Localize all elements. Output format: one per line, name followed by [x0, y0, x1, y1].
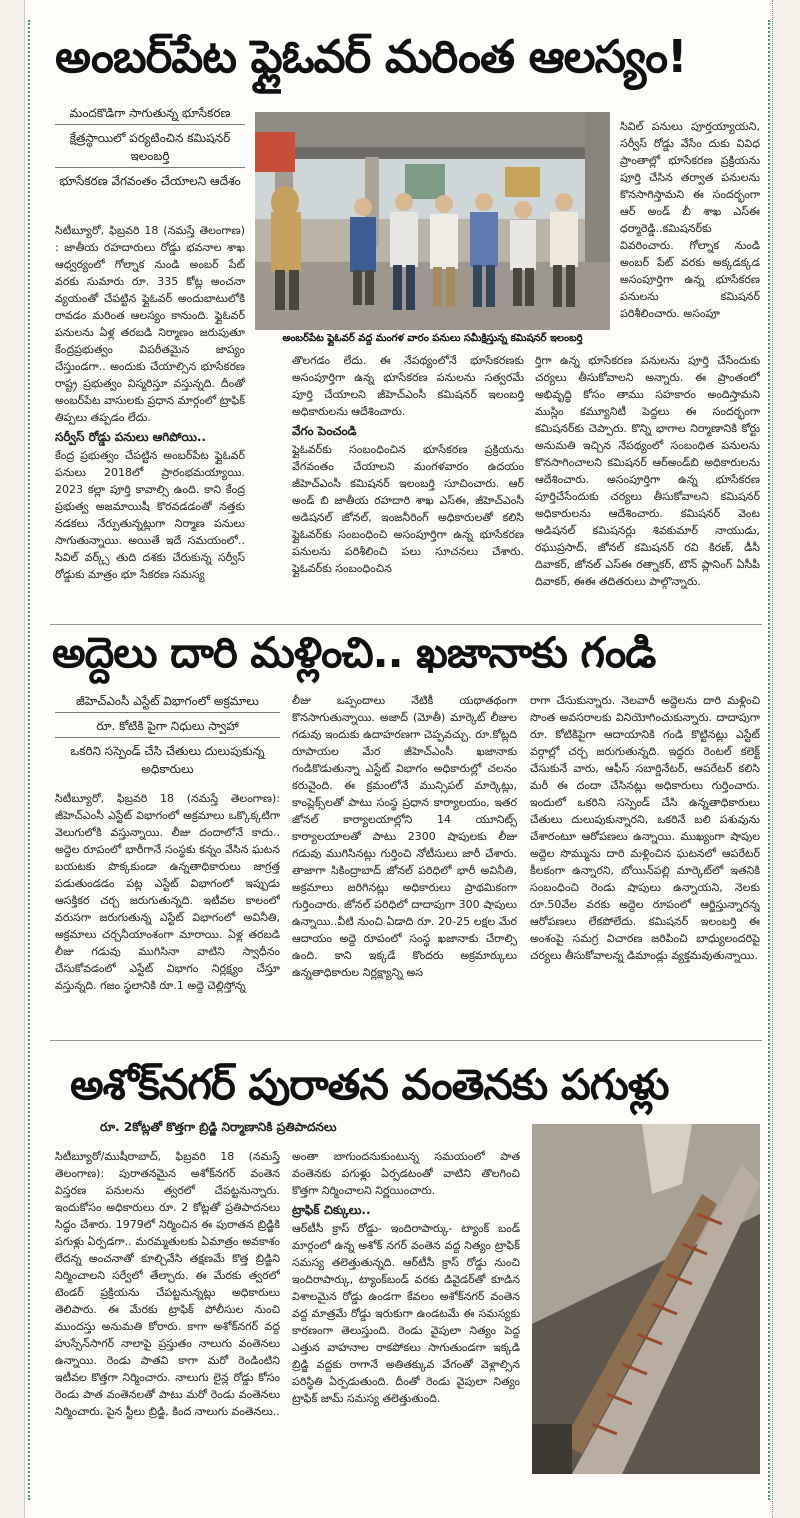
article1-column-1 — [55, 222, 245, 617]
paragraph: సివిల్ పనులు పూర్తయ్యాయని, సర్వీస్ రోడ్డు వేసేం దుకు వివిధ ప్రాంతాల్లో భూసేకరణ ప్రక్రియను పూర్తి చేసిన తర్వాత పనులను కొనసాగిస్తామని ఈ సందర్భంగా ఆర్ అండ్ బీ శాఖ ఎస్ఈ ధర్మారెడ్డి..కమిషనర్‌కు వివరించారు. గోల్నాక నుండి అంబర్ పేట్ వరకు అక్కడక్కడ అసంపూర్తిగా ఉన్న భూసేకరణ పనులను కమిషనర్ పరిశీలించారు. అసంపూ — [620, 120, 760, 320]
paragraph: ఆర్‌టీసీ క్రాస్ రోడ్డు- ఇందిరాపార్కు- ట్యాంక్ బండ్ మార్గంలో ఉన్న అశోక్ నగర్ వంతెన వద్ద నిత్యం ట్రాఫిక్ సమస్య తలెత్తుతున్నది. ఆర్‌టీసీ క్రాస్ రోడ్డు నుంచి ఇందిరాపార్కు, ట్యాంక్‌బండ్ వరకు డివైడర్‌తో కూడిన విశాలమైన రోడ్డు ఉండగా కేవలం అశోక్‌నగర్ వంతెన వద్ద మాత్రమే రోడ్డు ఇరుకుగా ఉండటమే ఈ సమస్యకు కారణంగా తెలుస్తుంది. రెండు వైపులా నిత్యం పెద్ద ఎత్తున వాహనాల రాకపోకలు సాగుతుండగా ఇక్కడి బ్రిడ్జి వద్దకు రాగానే అతితక్కువ వేగంతో వెళ్లాల్సిన పరిస్థితి ఏర్పడుతుంది. దీంతో రెండు వైపులా నిత్యం ట్రాఫిక్ జామ్ సమస్య తలెత్తుతుంది. — [292, 1222, 520, 1405]
photo-illustration — [255, 112, 610, 330]
headline-ambarpet-flyover: అంబర్‌పేట ఫ్లైఓవర్ మరింత ఆలస్యం! — [55, 30, 687, 83]
article3-subhead — [100, 1118, 520, 1136]
article2-subheads — [55, 692, 280, 784]
headline-ashoknagar-bridge: అశోక్‌నగర్ పురాతన వంతెనకు పగుళ్లు — [70, 1060, 669, 1109]
left-page-edge — [0, 0, 25, 1518]
paragraph: సిటీబ్యూరో, ఫిబ్రవరి 18 (నమస్తే తెలంగాణ) : జాతీయ రహదారులు రోడ్డు భవనాల శాఖ ఆధ్వర్యంలో గోల్నాక నుండి అంబర్‌ పేట్ వరకు సుమారు రూ. 335 కోట్ల అంచనా వ్యయంతో చేపట్టిన ఫ్లైఓవర్ అందుబాటులోకి రావడం మరింత ఆలస్యం కానుంది. ఫ్లైఓవర్ పనులను ఏళ్ల తరబడి నిర్మాణం జరుపుతూ కేంద్రప్రభుత్వం విపరీతమైన జాప్యం చేస్తుండగా.. అందుకు చేయాల్సిన భూసేకరణ రాష్ట్ర ప్రభుత్వం విస్మరిస్తూ వస్తున్నది. దీంతో అంబర్‌పేట వాసులకు ప్రధాన మార్గంలో ట్రాఫిక్ తిప్పలు తప్పడం లేదు. — [55, 224, 245, 424]
flyover-inspection-photo — [255, 112, 610, 330]
article1-column-3-bottom — [535, 352, 760, 618]
paragraph: అంతా బాగుందనుకుంటున్న సమయంలో పాత వంతెనకు పగుళ్లు ఏర్పడటంతో వాటిని తొలగించి కొత్తగా నిర్మించాలని నిర్ణయించారు. — [292, 1150, 520, 1197]
subhead-1: మందకొడిగా సాగుతున్న భూసేకరణ — [55, 104, 245, 125]
subhead-1: జీహెచ్‌ఎంసీ ఎస్టేట్ విభాగంలో అక్రమాలు — [55, 692, 280, 713]
paragraph: తొలగడం లేదు. ఈ నేపథ్యంలోనే భూసేకరణకు అసంపూర్తిగా ఉన్న భూసేకరణ పనులను సత్వరమే పూర్తి చేయాలని జీహెచ్‌ఎంసీ కమిషనర్ ఇలంబర్తి అధికారులను ఆదేశించారు. — [292, 354, 524, 418]
subhead-3: ఒకరిని సస్పెండ్ చేసి చేతులు దులుపుకున్న అధికారులు — [70, 744, 265, 776]
subhead-3: భూసేకరణ వేగవంతం చేయాలని ఆదేశం — [59, 174, 241, 188]
column-divider — [28, 20, 30, 1500]
article2-column-3 — [530, 692, 760, 1022]
article1-subheads — [55, 104, 245, 196]
headline-rent-diversion: అద్దెలు దారి మళ్లించి.. ఖజానాకు గండి — [52, 628, 656, 677]
article-separator — [50, 1040, 762, 1041]
photo-caption: అంబర్‌పేట ఫ్లైఓవర్ వద్ద మంగళ వారం పనులు సమీక్షిస్తున్న కమిషనర్ ఇలంబర్తి — [255, 330, 610, 348]
paragraph: ఫ్లైఓవర్‌కు సంబంధించిన భూసేకరణ ప్రక్రియను వేగవంతం చేయాలని మంగళవారం ఉదయం జీహెచ్‌ఎంసీ కమిషనర్ ఇలంబర్తి సూచించారు. ఆర్ అండ్ బి జాతీయ రహదారి శాఖ ఎస్ఈ, జీహెచ్‌ఎంసీ అడిషనల్ జోనల్, ఇంజనీరింగ్ అధికారులతో కలిసి ఫ్లైఓవర్‌కు సంబంధించి అసంపూర్తిగా ఉన్న భూసేకరణ పనులను పరిశీలించి పలు సూచనలు చేశారు. ఫ్లైఓవర్‌కు సంబంధించిన — [292, 443, 524, 575]
bridge-crack-photo — [532, 1124, 760, 1474]
right-page-edge — [772, 0, 800, 1518]
article1-column-2 — [292, 352, 524, 618]
photo-illustration — [532, 1124, 760, 1474]
subhead-2: రూ. కోటికి పైగా నిధులు స్వాహా — [55, 717, 280, 738]
subhead-2: క్షేత్రస్థాయిలో పర్యటించిన కమిషనర్ ఇలంబర్తి — [55, 129, 245, 168]
article2-column-2 — [292, 692, 517, 1022]
paragraph: రాగా చేసుకున్నారు. నెలవారీ అద్దెలను దారి మళ్లించి సొంత అవసరాలకు వినియోగించుకున్నారు. దాదాపుగా రూ. కోటికిపైగా ఆదాయానికి గండి కొట్టినట్లు ఎస్టేట్ వర్గాల్లో చర్చ జరుగుతున్నది. ఇద్దరు రెంటల్ కలెక్ట్ చేసుకునే వారు, ఆఫీస్ సబార్డినేటర్, ఆపరేటర్ కలిసి మరీ ఈ దందా చేసినట్లు అధికారులు గుర్తించారు. ఇందులో ఒకరిని సస్పెండ్ చేసి ఉన్నతాధికారులు చేతులు దులుపుకున్నారని, ఒకరినే బలి పశువును చేశారంటూ ఆరోపణలు ఉన్నాయి. ముఖ్యంగా షాపుల అద్దెల సొమ్మును దారి మళ్లించిన ఘటనలో ఆపరేటర్ కీలకంగా ఉన్నారని, బోయిన్‌పల్లి మార్కెట్‌లో ఇతనికి సంబంధించి రెండు షాపులు ఉన్నాయని, నెలకు రూ.50వేల వరకు అద్దెల రూపంలో ఆర్జిస్తున్నారన్న ఆరోపణలు లేకపోలేదు. కమిషనర్ ఇలంబర్తి ఈ అంశంపై సమగ్ర విచారణ జరిపించి బాధ్యులందరిపై చర్యలు తీసుకోవాలన్న డిమాండ్లు వ్యక్తమవుతున్నాయి. — [530, 694, 760, 962]
paragraph: ర్తిగా ఉన్న భూసేకరణ పనులను పూర్తి చేసేందుకు చర్యలు తీసుకోవాలని అన్నారు. ఈ ప్రాంతంలో అభివృద్ధి కోసం తాము సహకారం అందిస్తామని ముస్లిం కమ్యూనిటీ పెద్దలు ఈ సందర్భంగా కమిషనర్‌కు చెప్పారు. కొన్ని భాగాల నిర్మాణానికి కోర్టు అనుమతి ఇచ్చిన నేపథ్యంలో సంబంధిత పనులను కొనసాగించాలని కమిషనర్ ఆర్‌అండ్‌బి అధికారులను ఆదేశించారు. అసంపూర్తిగా ఉన్న భూసేకరణ పూర్తిచేసేందుకు చర్యలు తీసుకోవాలని కమిషనర్ అధికారులను ఆదేశించారు. కమిషనర్ వెంట అడిషనల్ కమిషనర్లు శివకుమార్ నాయుడు, రఘుప్రసాద్, జోనల్ కమిషనర్ రవి కిరణ్, డీసీ దివాకర్, జోనల్ ఎస్ఈ రత్నాకర్, టౌన్ ప్లానింగ్ ఏసీపీ దివాకర్, ఈఈ తదితరులు పాల్గొన్నారు. — [535, 354, 760, 588]
inline-subhead: ట్రాఫిక్ చిక్కులు.. — [292, 1203, 371, 1217]
paragraph: సిటీబ్యూరో, ఫిబ్రవరి 18 (నమస్తే తెలంగాణ): జీహెచ్‌ఎంసీ ఎస్టేట్ విభాగంలో అక్రమాలు ఒక్కొక్కటిగా వెలుగులోకి వస్తున్నాయి. లీజు దందాలోనే కాదు.. అద్దెల రూపంలో భారీగానే సంస్థకు కన్నం వేసిన ఘటన బయటకు పొక్కకుండా ఉన్నతాధికారులు జాగ్రత్త పడుతుండడం పట్ల ఎస్టేట్ విభాగంలో ఇప్పుడు ఆసక్తికర చర్చ జరుగుతున్నది. ఇటీవల కాలంలో వరుసగా జరుగుతున్న ఎస్టేట్ విభాగంలో అవినీతి, అక్రమాలు చర్చనీయాంశంగా మారాయి. ఏళ్ల తరబడి లీజు గడువు ముగిసినా వాటిని స్వాధీనం చేసుకోవడంలో ఎస్టేట్ విభాగం నిర్లక్ష్యం చేస్తూ వస్తున్నది. గజం స్థలానికి రూ.1 అద్దె చెల్లిస్తోన్న — [55, 792, 280, 992]
paragraph: కేంద్ర ప్రభుత్వం చేపట్టిన అంబర్‌పేట ఫ్లైఓవర్ పనులు 2018లో ప్రారంభమయ్యాయి. 2023 కల్లా పూర్తి కావాల్సి ఉంది. కాని కేంద్ర ప్రభుత్వ అజమాయిషీ కొరవడడంతో నత్తకు నడకలు నేర్పుతున్నట్లుగా నిర్మాణ పనులు సాగుతున్నాయి. అయితే ఇదే సమయంలో.. సివిల్ వర్క్స్ తుది దశకు చేరుకున్న సర్వీస్ రోడ్డుకు మాత్రం భూ సేకరణ సమస్య — [55, 449, 245, 581]
article1-column-3-top — [620, 118, 760, 350]
column-divider — [768, 20, 770, 1500]
article3-column-2 — [292, 1148, 520, 1478]
article3-column-1 — [55, 1148, 280, 1478]
paragraph: లీజు ఒప్పందాలు నేటికీ యథాతథంగా కొనసాగుతున్నాయి. అజాద్ (మోతీ) మార్కెట్ లీజుల గడువు ఇందుకు ఉదాహరణగా చెప్పవచ్చు. రూ.కోట్లది రూపాయల మేర జీహెచ్‌ఎంసీ ఖజానాకు గండికొడుతున్నా ఎస్టేట్ విభాగం అధికారుల్లో చలనం కరువైంది. ఈ క్రమంలోనే మున్సిపల్ మార్కెట్లు, కాంప్లెక్స్‌లతో పాటు సంస్థ ప్రధాన కార్యాలయం, ఇతర జోనల్ కార్యాలయాల్లోని 14 యూనిట్స్ కార్యాలయాలతో పాటు 2300 షాపులకు లీజు గడువు ముగిసినట్లు గుర్తించి నోటీసులు జారీ చేశారు. తాజాగా సికింద్రాబాద్ జోనల్ పరిధిలో భారీ అవినీతి, అక్రమాలు జరిగినట్లు అధికారులు ప్రాథమికంగా గుర్తించారు. జోనల్ పరిధిలో దాదాపుగా 300 షాపులు ఉన్నాయి..వీటి నుంచి ఏడాది రూ. 20-25 లక్షల మేర ఆదాయం అద్దె రూపంలో సంస్థ ఖజానాకు చేరాల్సి ఉంది. కాని ఇక్కడే కొందరు అక్రమార్కులు ఉన్నతాధికారుల నిర్లక్ష్యాన్ని అస — [292, 694, 517, 979]
article2-column-1 — [55, 790, 280, 1020]
subhead-1: రూ. 2కోట్లతో కొత్తగా బ్రిడ్జి నిర్మాణానికి ప్రతిపాదనలు — [100, 1120, 337, 1134]
article-separator — [50, 624, 762, 625]
inline-subhead: సర్వీస్ రోడ్డు పనులు ఆగిపోయి.. — [55, 430, 206, 444]
paragraph: సిటీబ్యూరో/ముషీరాబాద్, ఫిబ్రవరి 18 (నమస్తే తెలంగాణ): పురాతనమైన అశోక్‌నగర్ వంతెన విస్తరణ పనులను త్వరలో చేపట్టనున్నారు. ఇందుకోసం అధికారులు రూ. 2 కోట్లతో ప్రతిపాదనలు సిద్ధం చేశారు. 1979లో నిర్మించిన ఈ పురాతన బ్రిడ్జికి పగుళ్లు ఏర్పడగా.. మరమ్మతులకు ఏమాత్రం అవకాశం లేదన్న అంచనాతో కూల్చివేసి తక్షణమే కొత్త బ్రిడ్జిని నిర్మించాలని సర్వేలో తేల్చారు. ఈ మేరకు త్వరలో టెండర్ ప్రక్రియను చేపట్టనున్నట్లు అధికారులు తెలిపారు. ఈ మేరకు ట్రాఫిక్ పోలీసుల నుంచి ముందస్తు అనుమతి కోరారు. కాగా అశోక్‌నగర్ వద్ద హుస్సేన్‌సాగర్ నాలాపై ప్రస్తుతం నాలుగు వంతెనలు ఉన్నాయి. రెండు పాతవి కాగా మరో రెండింటిని ఇటీవల కొత్తగా నిర్మించారు. నాలుగు లైన్ల రోడ్డు కోసం రెండు పాత వంతెనలతో పాటు మరో రెండు వంతెనలు నిర్మించారు. పైన స్టీలు బ్రిడ్జి, కింద నాలుగు వంతెనలు.. — [55, 1150, 280, 1418]
inline-subhead: వేగం పెంచండి — [292, 424, 357, 438]
